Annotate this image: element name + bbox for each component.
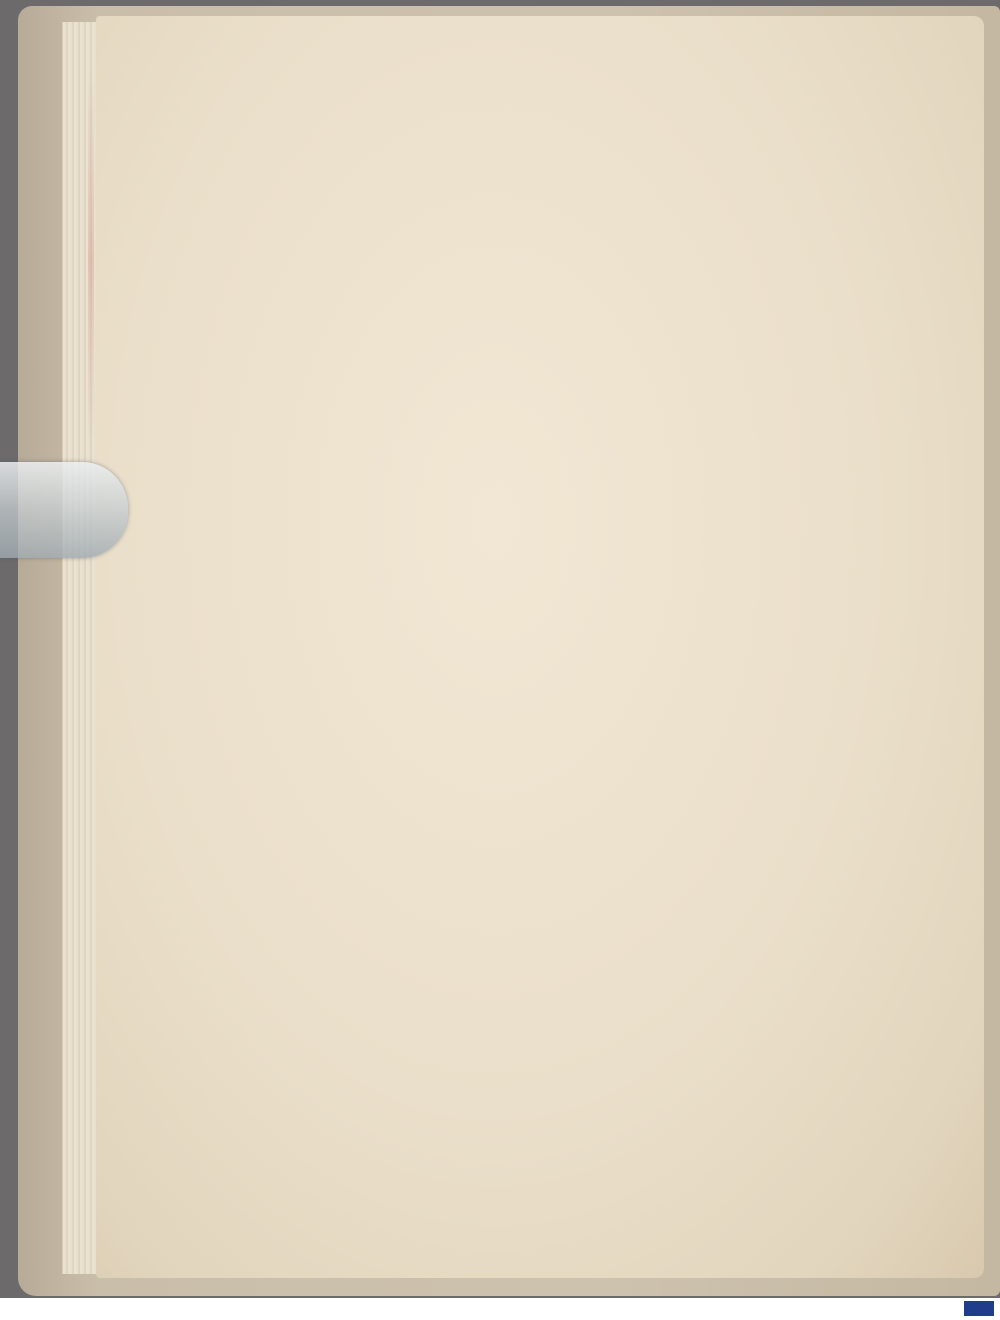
page-clip bbox=[0, 462, 128, 558]
page-text bbox=[316, 112, 896, 146]
dfg-logo bbox=[964, 1301, 994, 1316]
edge-stain bbox=[88, 70, 94, 450]
book-page bbox=[96, 16, 984, 1278]
digitization-footer bbox=[0, 1298, 1000, 1320]
